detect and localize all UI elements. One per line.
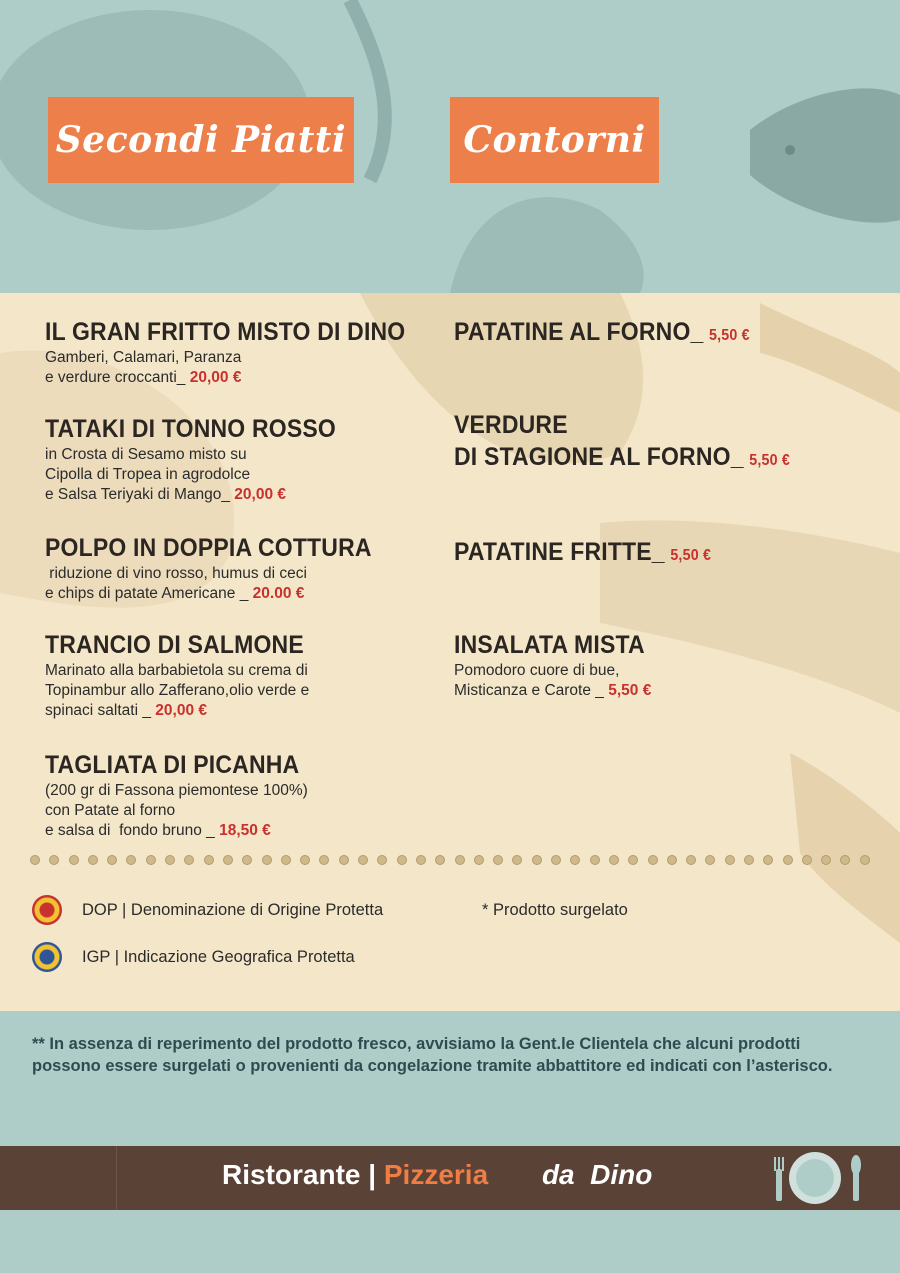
item-price: 20,00 € (155, 702, 208, 719)
item-price: 20.00 € (252, 585, 305, 602)
item-desc: e salsa di fondo bruno _ 18,50 € (45, 822, 271, 839)
item-desc: e verdure croccanti_ 20,00 € (45, 369, 242, 386)
item-title: TATAKI DI TONNO ROSSO (45, 415, 336, 443)
item-desc: Pomodoro cuore di bue, (454, 662, 620, 679)
restaurant-name: Ristorante | Pizzeria da Dino (222, 1159, 653, 1190)
item-desc: Topinambur allo Zafferano,olio verde e (45, 682, 310, 699)
footer-bar (0, 1146, 900, 1210)
dotted-divider (30, 853, 870, 867)
legend-igp-text: IGP | Indicazione Geografica Protetta (82, 947, 355, 966)
item-desc: Misticanza e Carote _ 5,50 € (454, 682, 652, 699)
item-desc: con Patate al forno (45, 802, 176, 819)
secondi-piatti-heading: Secondi Piatti (48, 97, 354, 183)
plate-cutlery-icon (770, 1151, 866, 1205)
legend-frozen (482, 895, 628, 925)
igp-seal-icon (32, 942, 62, 972)
item-desc: in Crosta di Sesamo misto su (45, 446, 247, 463)
item-title: POLPO IN DOPPIA COTTURA (45, 534, 372, 562)
item-desc: Gamberi, Calamari, Paranza (45, 349, 242, 366)
item-price: 5,50 € (709, 327, 750, 344)
footer-divider (116, 1146, 117, 1210)
item-title: PATATINE FRITTE_ 5,50 € (454, 536, 711, 572)
menu-item-tataki (45, 413, 361, 505)
item-desc: (200 gr di Fassona piemontese 100%) (45, 782, 308, 799)
dop-seal-icon (32, 895, 62, 925)
item-desc: Marinato alla barbabietola su crema di (45, 662, 308, 679)
item-price: 20,00 € (189, 369, 242, 386)
frozen-product-notice: ** In assenza di reperimento del prodotto fresco, avvisiamo la Gent.le Clientela che alcuni prodotti possono essere surgelati o provenienti da congelazione tramite abbattitore ed indicati con l’asterisco. (32, 1035, 833, 1075)
item-price: 5,50 € (749, 452, 790, 469)
legend-dop-text: DOP | Denominazione di Origine Protetta (82, 900, 384, 919)
item-title: TAGLIATA DI PICANHA (45, 751, 300, 779)
menu-item-polpo (45, 532, 400, 604)
item-desc: spinaci saltati _ 20,00 € (45, 702, 208, 719)
item-price: 18,50 € (219, 822, 271, 839)
menu-item-verdure (454, 409, 819, 477)
item-title: TRANCIO DI SALMONE (45, 631, 304, 659)
legend-dop (32, 895, 383, 925)
menu-item-patatine-fritte (454, 536, 733, 572)
item-desc: e chips di patate Americane _ 20.00 € (45, 585, 305, 602)
legend-igp (32, 942, 355, 972)
contorni-heading: Contorni (450, 97, 659, 183)
item-title: VERDURE (454, 411, 568, 439)
item-title: PATATINE AL FORNO_ 5,50 € (454, 316, 750, 352)
item-desc: Cipolla di Tropea in agrodolce (45, 466, 251, 483)
menu-item-gran-fritto (45, 316, 437, 388)
item-title: DI STAGIONE AL FORNO_ 5,50 € (454, 441, 790, 477)
item-price: 20,00 € (234, 486, 286, 503)
legend-frozen-text: * Prodotto surgelato (482, 901, 628, 919)
item-title: INSALATA MISTA (454, 631, 645, 659)
item-desc: e Salsa Teriyaki di Mango_ 20,00 € (45, 486, 286, 503)
item-title: IL GRAN FRITTO MISTO DI DINO (45, 318, 406, 346)
menu-item-patatine-forno (454, 316, 776, 352)
item-price: 5,50 € (670, 547, 712, 564)
item-price: 5,50 € (608, 682, 652, 699)
menu-item-insalata (454, 629, 661, 701)
menu-item-salmone (45, 629, 326, 721)
item-desc: riduzione di vino rosso, humus di ceci (45, 565, 307, 582)
menu-item-picanha (45, 749, 321, 841)
